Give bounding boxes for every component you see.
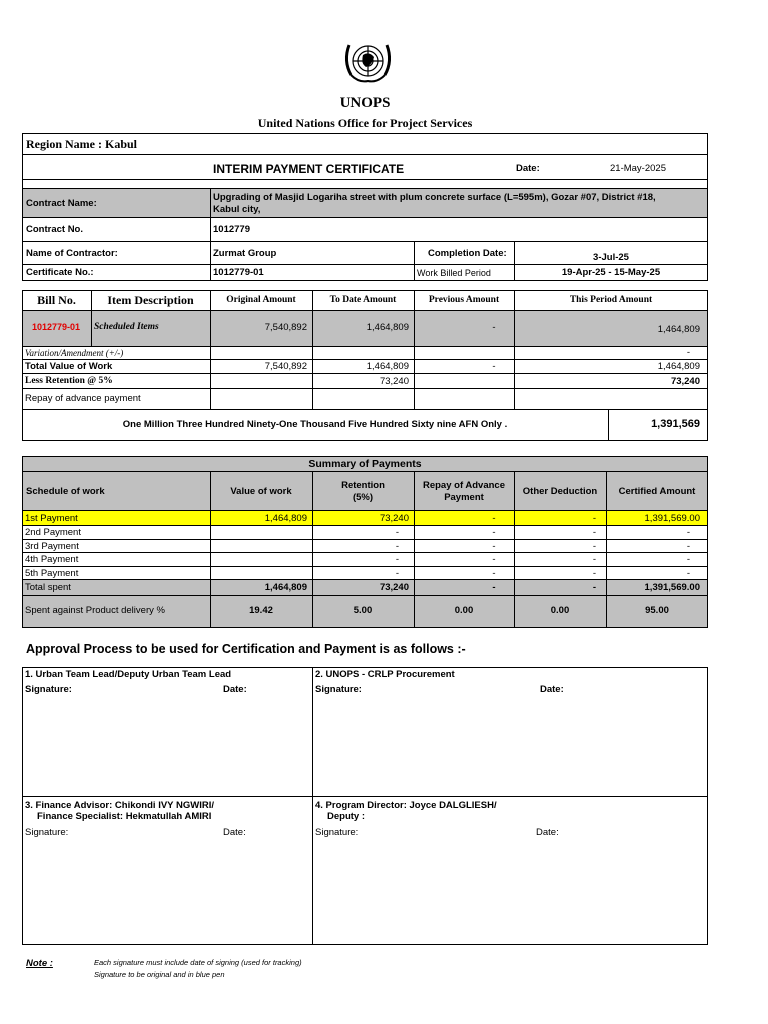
note-line-2: Signature to be original and in blue pen	[94, 970, 225, 979]
to-date-amount-value: 1,464,809	[366, 322, 409, 333]
item-description-value: Scheduled Items	[94, 322, 159, 332]
col-value-of-work: Value of work	[230, 486, 292, 497]
payment-retention: -	[395, 541, 399, 552]
total-spent-label: Total spent	[25, 582, 71, 593]
approval-box-title: 1. Urban Team Lead/Deputy Urban Team Lead	[25, 669, 232, 680]
repay-advance-label: Repay of advance payment	[25, 393, 141, 404]
retention-this-period: 73,240	[670, 376, 700, 387]
previous-amount-value: -	[492, 322, 496, 333]
date-label: Date:	[516, 163, 540, 174]
payment-repay: -	[492, 554, 496, 565]
approval-box-subtitle: Deputy :	[327, 811, 365, 822]
col-this-period-amount: This Period Amount	[569, 295, 653, 305]
contractor-value: Zurmat Group	[213, 248, 277, 259]
certificate-no-value: 1012779-01	[213, 267, 264, 278]
spent-percent-label: Spent against Product delivery %	[25, 605, 165, 616]
variation-this-period: -	[686, 347, 690, 358]
total-spent-certified: 1,391,569.00	[644, 582, 700, 593]
date-field: Date:	[536, 827, 559, 838]
contract-name-line2: Kabul city,	[213, 204, 261, 215]
signature-field: Signature:	[315, 827, 359, 838]
col-repay-advance: Repay of Advance	[422, 480, 505, 491]
payment-certified: -	[686, 554, 690, 565]
spent-percent-other: 0.00	[550, 605, 570, 616]
payment-repay: -	[492, 513, 496, 524]
region-name: Region Name : Kabul	[26, 137, 137, 151]
date-value: 21-May-2025	[610, 163, 666, 174]
work-billed-value: 19-Apr-25 - 15-May-25	[561, 267, 661, 278]
payment-label: 1st Payment	[25, 513, 78, 524]
original-amount-value: 7,540,892	[264, 322, 307, 333]
payment-repay: -	[492, 568, 496, 579]
approval-box-title: 4. Program Director: Joyce DALGLIESH/	[315, 800, 497, 811]
retention-label: Less Retention @ 5%	[25, 376, 113, 386]
payment-label: 2nd Payment	[25, 527, 81, 538]
payment-other: -	[592, 513, 596, 524]
payment-value: 1,464,809	[264, 513, 307, 524]
col-to-date-amount: To Date Amount	[329, 295, 397, 305]
total-original: 7,540,892	[264, 361, 307, 372]
col-retention-pct: (5%)	[352, 492, 374, 503]
variation-label: Variation/Amendment (+/-)	[25, 348, 124, 358]
total-spent-repay: -	[492, 582, 496, 593]
approval-box-title: 2. UNOPS - CRLP Procurement	[315, 669, 455, 680]
approval-title: Approval Process to be used for Certification and Payment is as follows :-	[26, 642, 466, 656]
note-line-1: Each signature must include date of signing (used for tracking)	[94, 958, 302, 967]
spent-percent-retention: 5.00	[353, 605, 373, 616]
signature-field: Signature:	[25, 827, 69, 838]
payment-certified: -	[686, 527, 690, 538]
retention-to-date: 73,240	[379, 376, 409, 387]
total-spent-value: 1,464,809	[264, 582, 307, 593]
payment-certified: -	[686, 541, 690, 552]
payment-certified: -	[686, 568, 690, 579]
note-label: Note :	[26, 958, 53, 969]
certificate-title: INTERIM PAYMENT CERTIFICATE	[213, 162, 405, 176]
certificate-no-label: Certificate No.:	[26, 267, 94, 278]
spent-percent-certified: 95.00	[645, 605, 669, 616]
bill-no-value: 1012779-01	[32, 322, 81, 332]
col-original-amount: Original Amount	[226, 295, 296, 305]
payment-retention: -	[395, 527, 399, 538]
signature-field: Signature:	[25, 684, 72, 695]
payment-retention: -	[395, 568, 399, 579]
col-certified-amount: Certified Amount	[618, 486, 696, 497]
approval-box-subtitle: Finance Specialist: Hekmatullah AMIRI	[37, 811, 212, 822]
payment-repay: -	[492, 541, 496, 552]
amount-in-words: One Million Three Hundred Ninety-One Thousand Five Hundred Sixty nine AFN Only .	[122, 419, 508, 430]
contract-name-label: Contract Name:	[26, 198, 97, 209]
spent-percent-repay: 0.00	[454, 605, 474, 616]
contract-no-label: Contract No.	[26, 224, 83, 235]
col-previous-amount: Previous Amount	[428, 295, 500, 305]
date-field: Date:	[540, 684, 564, 695]
payment-label: 4th Payment	[25, 554, 79, 565]
total-value-label: Total Value of Work	[25, 361, 113, 372]
payment-label: 3rd Payment	[25, 541, 79, 552]
col-item-description: Item Description	[107, 293, 194, 307]
org-full-name: United Nations Office for Project Services	[257, 116, 473, 130]
payment-certified: 1,391,569.00	[644, 513, 700, 524]
total-this-period: 1,464,809	[657, 361, 700, 372]
org-short-name: UNOPS	[339, 95, 391, 111]
approval-box-title: 3. Finance Advisor: Chikondi IVY NGWIRI/	[25, 800, 214, 811]
this-period-amount-value: 1,464,809	[657, 324, 700, 335]
payment-repay: -	[492, 527, 496, 538]
col-retention: Retention	[341, 480, 385, 491]
col-bill-no: Bill No.	[37, 293, 76, 307]
col-schedule-of-work: Schedule of work	[26, 486, 105, 497]
signature-field: Signature:	[315, 684, 362, 695]
spent-percent-value: 19.42	[249, 605, 273, 616]
contract-no-value: 1012779	[213, 224, 250, 235]
payment-retention: 73,240	[379, 513, 409, 524]
total-spent-retention: 73,240	[379, 582, 409, 593]
net-payable-amount: 1,391,569	[651, 418, 700, 430]
completion-date-value: 3-Jul-25	[593, 252, 629, 263]
payment-other: -	[592, 541, 596, 552]
payment-other: -	[592, 527, 596, 538]
date-field: Date:	[223, 827, 246, 838]
payment-other: -	[592, 568, 596, 579]
contract-name-line1: Upgrading of Masjid Logariha street with plum concrete surface (L=595m), Gozar #07, District #18,	[213, 192, 656, 203]
date-field: Date:	[223, 684, 247, 695]
payment-retention: -	[395, 554, 399, 565]
total-to-date: 1,464,809	[366, 361, 409, 372]
payment-label: 5th Payment	[25, 568, 79, 579]
un-emblem-logo	[339, 37, 397, 89]
work-billed-label: Work Billed Period	[417, 268, 491, 278]
col-repay-payment: Payment	[444, 492, 484, 503]
total-previous: -	[492, 361, 496, 372]
total-spent-other: -	[592, 582, 596, 593]
payment-other: -	[592, 554, 596, 565]
completion-date-label: Completion Date:	[428, 248, 507, 259]
summary-title: Summary of Payments	[308, 458, 422, 470]
contractor-label: Name of Contractor:	[26, 248, 118, 259]
col-other-deduction: Other Deduction	[522, 486, 598, 497]
